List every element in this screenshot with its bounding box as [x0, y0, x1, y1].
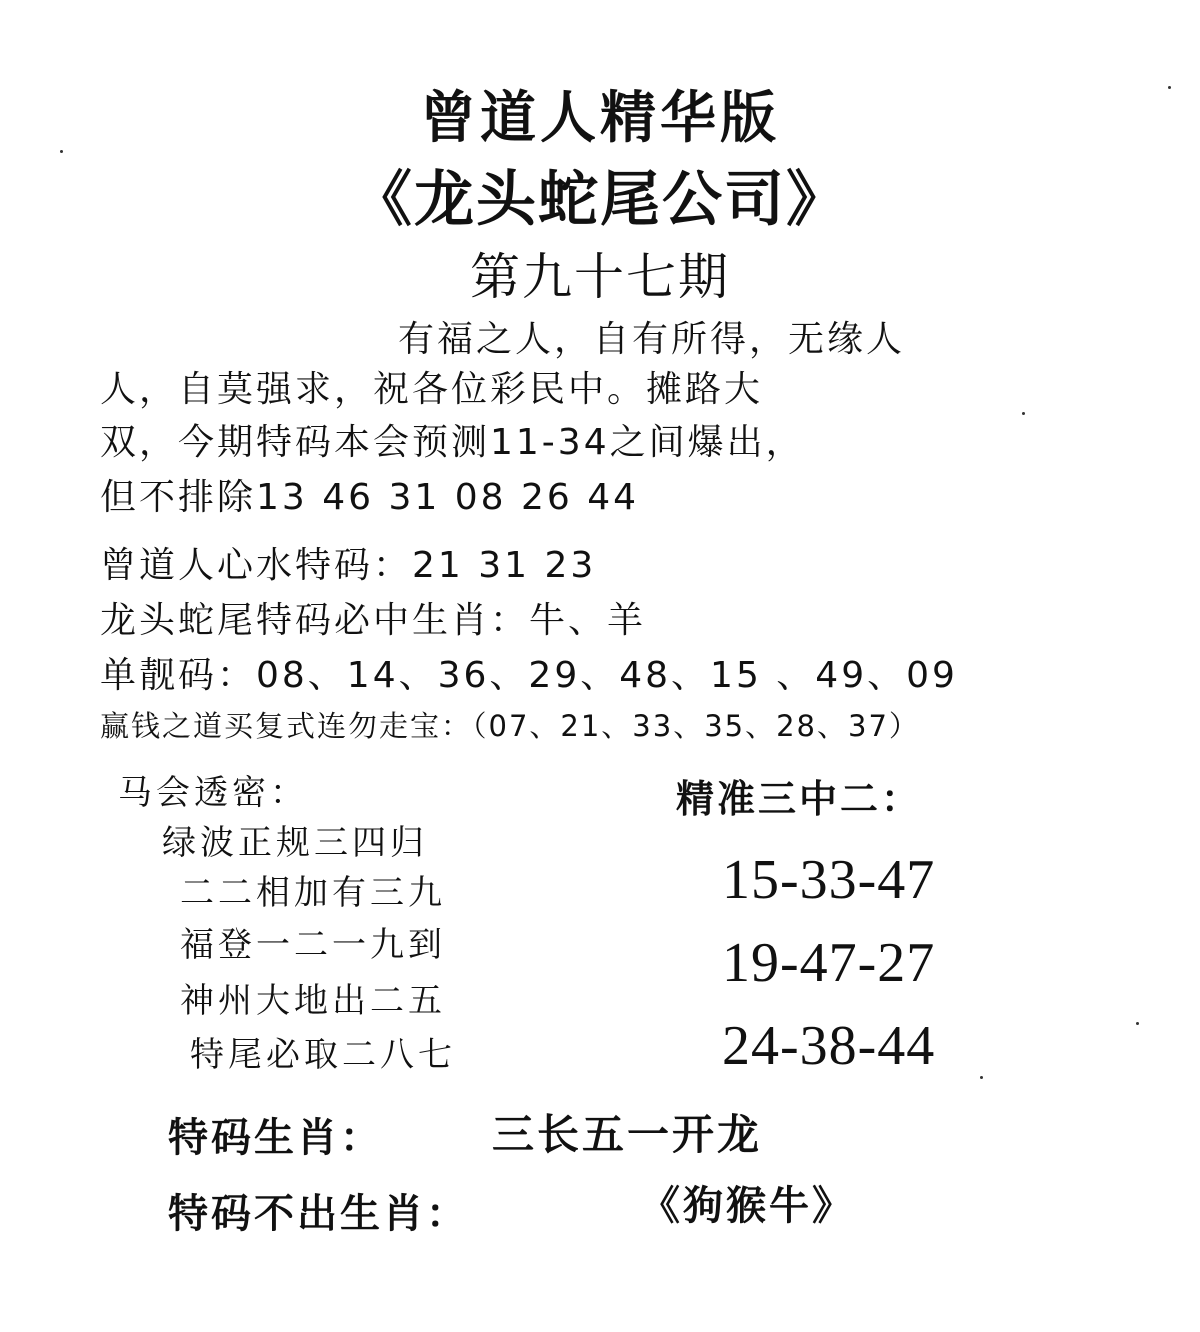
intro-line-1: 有福之人，自有所得，无缘人 [398, 319, 906, 360]
poem-line-2: 二二相加有三九 [180, 873, 446, 913]
special-zodiac-value: 三长五一开龙 [492, 1110, 763, 1159]
special-zodiac-label: 特码生肖： [168, 1114, 383, 1161]
intro-line-3: 双，今期特码本会预测11-34之间爆出， [100, 422, 805, 463]
poem-line-4: 神州大地出二五 [180, 981, 446, 1021]
must-hit-zodiac: 龙头蛇尾特码必中生肖：牛、羊 [100, 600, 647, 641]
page-subtitle: 《龙头蛇尾公司》 [352, 165, 848, 235]
page-title: 曾道人精华版 [420, 85, 780, 151]
intro-line-4: 但不排除13 46 31 08 26 44 [100, 477, 640, 518]
poem-line-1: 绿波正规三四归 [162, 823, 428, 863]
scan-speck [1022, 412, 1025, 415]
scan-speck [1136, 1022, 1139, 1025]
scan-speck [1168, 86, 1171, 89]
precise-set-2: 19-47-27 [722, 932, 936, 994]
precise-three-label: 精准三中二： [676, 776, 923, 821]
precise-set-1: 15-33-47 [722, 849, 936, 911]
poem-line-5: 特尾必取二八七 [190, 1035, 456, 1075]
scan-speck [60, 150, 63, 153]
horse-club-label: 马会透密： [118, 773, 308, 813]
scan-speck [980, 1076, 983, 1079]
intro-line-2: 人，自莫强求，祝各位彩民中。摊路大 [100, 369, 764, 410]
heart-water-codes: 曾道人心水特码：21 31 23 [100, 545, 597, 586]
issue-number: 第九十七期 [470, 248, 730, 306]
single-codes: 单靓码：08、14、36、29、48、15 、49、09 [100, 655, 958, 696]
compound-bet-codes: 赢钱之道买复式连勿走宝：（07、21、33、35、28、37） [100, 709, 920, 743]
precise-set-3: 24-38-44 [722, 1015, 936, 1077]
poem-line-3: 福登一二一九到 [180, 925, 446, 965]
excluded-zodiac-value: 《狗猴牛》 [640, 1182, 855, 1229]
excluded-zodiac-label: 特码不出生肖： [168, 1190, 469, 1237]
